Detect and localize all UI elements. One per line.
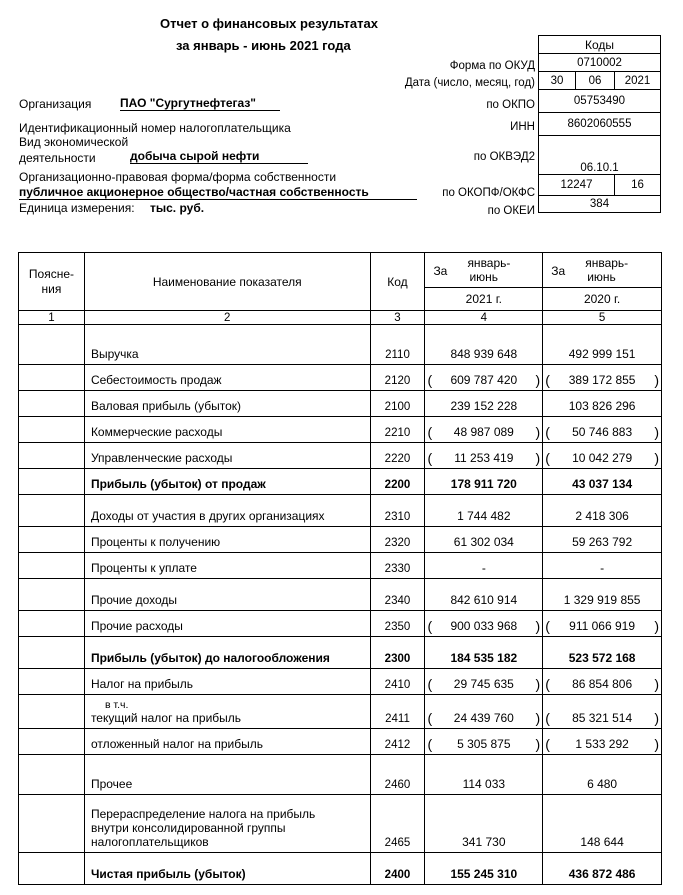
unit-label: Единица измерения: — [19, 201, 135, 215]
value-cell: ( ) 86 854 806 — [543, 669, 662, 695]
table-row — [19, 527, 662, 553]
value-cell: 523 572 168 — [543, 637, 662, 669]
indicator-name: Прочие доходы — [84, 579, 370, 611]
indicator-name: отложенный налог на прибыль — [84, 729, 370, 755]
table-row — [19, 795, 662, 853]
value-cell: 155 245 310 — [425, 853, 543, 885]
value-cell: ( ) 900 033 968 — [425, 611, 543, 637]
table-row — [19, 755, 662, 795]
table-row — [19, 637, 662, 669]
value-cell: 148 644 — [543, 795, 662, 853]
indicator-name: Налог на прибыль — [84, 669, 370, 695]
notes-cell — [19, 365, 85, 391]
value-cell: 184 535 182 — [425, 637, 543, 669]
value-cell: - — [425, 553, 543, 579]
date-day: 30 — [539, 72, 576, 90]
indicator-name: Управленческие расходы — [84, 443, 370, 469]
table-row — [19, 553, 662, 579]
header-code: Код — [370, 253, 425, 311]
table-row — [19, 391, 662, 417]
notes-cell — [19, 729, 85, 755]
notes-cell — [19, 611, 85, 637]
indicator-code: 2110 — [370, 325, 425, 365]
table-row — [19, 853, 662, 885]
notes-cell — [19, 695, 85, 729]
inn-full-label: Идентификационный номер налогоплательщика — [19, 121, 291, 135]
notes-cell — [19, 469, 85, 495]
value-cell: ( ) 29 745 635 — [425, 669, 543, 695]
value-cell: ( ) 911 066 919 — [543, 611, 662, 637]
indicator-name: Коммерческие расходы — [84, 417, 370, 443]
table-row — [19, 325, 662, 365]
indicator-code: 2220 — [370, 443, 425, 469]
value-cell: 492 999 151 — [543, 325, 662, 365]
value-cell: 1 329 919 855 — [543, 579, 662, 611]
table-row — [19, 611, 662, 637]
notes-cell — [19, 417, 85, 443]
report-period: за январь - июнь 2021 года — [176, 38, 351, 53]
okved-code: 06.10.1 — [539, 136, 661, 175]
date-month: 06 — [576, 72, 615, 90]
notes-cell — [19, 637, 85, 669]
indicator-code: 2200 — [370, 469, 425, 495]
col-num-2: 2 — [84, 311, 370, 325]
value-cell: 43 037 134 — [543, 469, 662, 495]
notes-cell — [19, 527, 85, 553]
indicator-name: Валовая прибыль (убыток) — [84, 391, 370, 417]
notes-cell — [19, 795, 85, 853]
table-row — [19, 365, 662, 391]
notes-cell — [19, 853, 85, 885]
value-cell: - — [543, 553, 662, 579]
value-cell: 114 033 — [425, 755, 543, 795]
indicator-code: 2465 — [370, 795, 425, 853]
header-period-2021: За январь- июнь 2021 г. — [425, 253, 543, 311]
okpo-label: по ОКПО — [486, 99, 535, 111]
table-row — [19, 495, 662, 527]
indicator-name: Прочее — [84, 755, 370, 795]
value-cell: ( ) 5 305 875 — [425, 729, 543, 755]
col-num-5: 5 — [543, 311, 662, 325]
value-cell: ( ) 11 253 419 — [425, 443, 543, 469]
value-cell: ( ) 85 321 514 — [543, 695, 662, 729]
header-period-2020: За январь- июнь 2020 г. — [543, 253, 662, 311]
value-cell: 61 302 034 — [425, 527, 543, 553]
indicator-code: 2330 — [370, 553, 425, 579]
value-cell: 178 911 720 — [425, 469, 543, 495]
indicator-code: 2400 — [370, 853, 425, 885]
form-value: публичное акционерное общество/частная собственность — [19, 185, 417, 200]
table-row — [19, 443, 662, 469]
value-cell: ( ) 10 042 279 — [543, 443, 662, 469]
value-cell: 59 263 792 — [543, 527, 662, 553]
table-row — [19, 469, 662, 495]
table-row — [19, 729, 662, 755]
org-label: Организация — [19, 97, 92, 111]
inn-code: 8602060555 — [539, 113, 661, 136]
indicator-code: 2300 — [370, 637, 425, 669]
indicator-name: Чистая прибыль (убыток) — [84, 853, 370, 885]
notes-cell — [19, 391, 85, 417]
report-title: Отчет о финансовых результатах — [160, 16, 378, 31]
indicator-name: Прибыль (убыток) до налогообложения — [84, 637, 370, 669]
value-cell: 436 872 486 — [543, 853, 662, 885]
indicator-name: Проценты к уплате — [84, 553, 370, 579]
value-cell: ( ) 48 987 089 — [425, 417, 543, 443]
financial-results-table — [18, 252, 662, 885]
col-num-4: 4 — [425, 311, 543, 325]
col-num-1: 1 — [19, 311, 85, 325]
value-cell: 341 730 — [425, 795, 543, 853]
value-cell: ( ) 389 172 855 — [543, 365, 662, 391]
col-num-3: 3 — [370, 311, 425, 325]
okpo-code: 05753490 — [539, 90, 661, 113]
indicator-code: 2412 — [370, 729, 425, 755]
indicator-code: 2340 — [370, 579, 425, 611]
org-name: ПАО "Сургутнефтегаз" — [120, 96, 280, 111]
indicator-name: Проценты к получению — [84, 527, 370, 553]
value-cell: 842 610 914 — [425, 579, 543, 611]
value-cell: 103 826 296 — [543, 391, 662, 417]
indicator-code: 2410 — [370, 669, 425, 695]
table-row — [19, 669, 662, 695]
notes-cell — [19, 495, 85, 527]
activity-label-2: деятельности — [19, 151, 96, 165]
indicator-code: 2210 — [370, 417, 425, 443]
notes-cell — [19, 325, 85, 365]
indicator-code: 2350 — [370, 611, 425, 637]
activity-label-1: Вид экономической — [19, 135, 129, 149]
value-cell: 848 939 648 — [425, 325, 543, 365]
value-cell: 239 152 228 — [425, 391, 543, 417]
header-notes: Поясне- ния — [19, 253, 85, 311]
value-cell: 1 744 482 — [425, 495, 543, 527]
okopf-code: 12247 — [539, 175, 615, 196]
okved-label: по ОКВЭД2 — [473, 151, 535, 163]
form-label: Организационно-правовая форма/форма собственности — [19, 170, 337, 184]
codes-box — [538, 35, 661, 213]
codes-header: Коды — [539, 36, 661, 54]
inn-label: ИНН — [510, 121, 535, 133]
indicator-code: 2411 — [370, 695, 425, 729]
notes-cell — [19, 553, 85, 579]
notes-cell — [19, 579, 85, 611]
indicator-name: Выручка — [84, 325, 370, 365]
notes-cell — [19, 443, 85, 469]
indicator-code: 2320 — [370, 527, 425, 553]
okud-code: 0710002 — [539, 54, 661, 72]
notes-cell — [19, 755, 85, 795]
indicator-code: 2460 — [370, 755, 425, 795]
indicator-name: в т.ч. текущий налог на прибыль — [84, 695, 370, 729]
indicator-name: Перераспределение налога на прибыль внутри консолидированной группы налогоплательщиков — [84, 795, 370, 853]
value-cell: ( ) 609 787 420 — [425, 365, 543, 391]
activity-value: добыча сырой нефти — [130, 149, 308, 164]
indicator-name: Доходы от участия в других организациях — [84, 495, 370, 527]
value-cell: ( ) 1 533 292 — [543, 729, 662, 755]
indicator-code: 2100 — [370, 391, 425, 417]
indicator-name: Себестоимость продаж — [84, 365, 370, 391]
table-row — [19, 579, 662, 611]
indicator-code: 2310 — [370, 495, 425, 527]
unit-value: тыс. руб. — [150, 201, 205, 215]
okud-label: Форма по ОКУД — [449, 60, 535, 72]
value-cell: ( ) 24 439 760 — [425, 695, 543, 729]
value-cell: ( ) 50 746 883 — [543, 417, 662, 443]
notes-cell — [19, 669, 85, 695]
table-row — [19, 417, 662, 443]
value-cell: 2 418 306 — [543, 495, 662, 527]
table-row — [19, 695, 662, 729]
value-cell: 6 480 — [543, 755, 662, 795]
date-label: Дата (число, месяц, год) — [404, 77, 535, 89]
okei-label: по ОКЕИ — [487, 205, 535, 217]
date-year: 2021 — [615, 72, 661, 90]
indicator-code: 2120 — [370, 365, 425, 391]
indicator-name: Прибыль (убыток) от продаж — [84, 469, 370, 495]
okei-code: 384 — [539, 196, 661, 213]
header-indicator-name: Наименование показателя — [84, 253, 370, 311]
indicator-name: Прочие расходы — [84, 611, 370, 637]
okopf-label: по ОКОПФ/ОКФС — [442, 187, 535, 199]
okfs-code: 16 — [615, 175, 661, 196]
